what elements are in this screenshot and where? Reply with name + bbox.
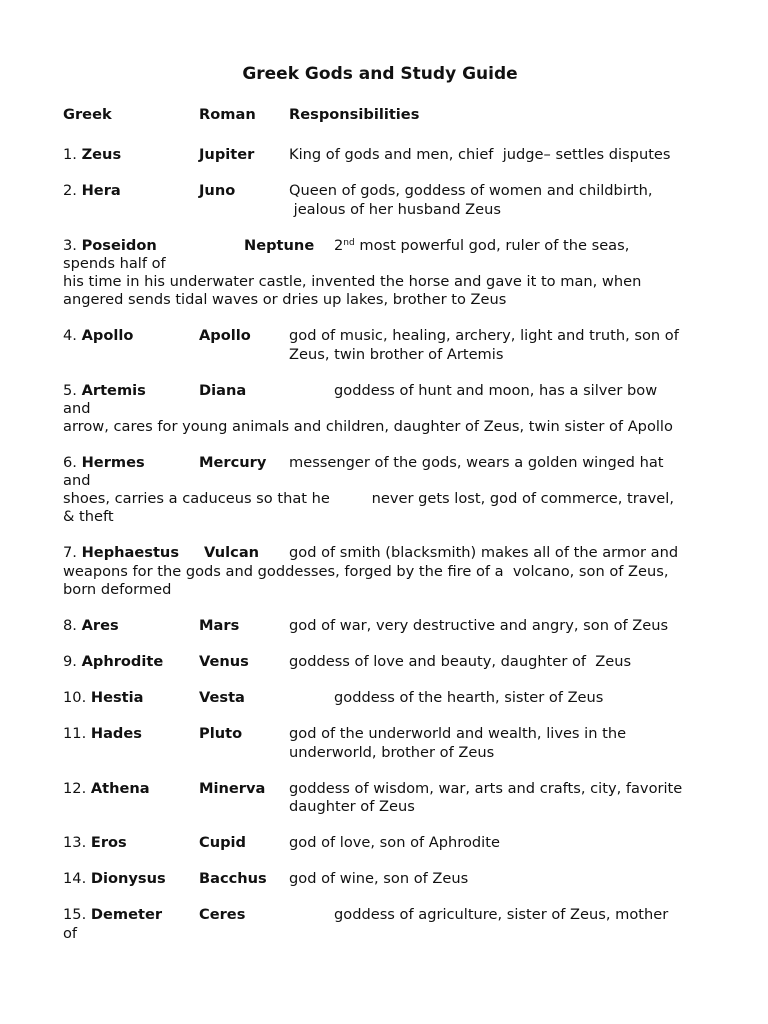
greek-name: Demeter [90, 906, 163, 923]
entry-poseidon-greek [63, 237, 157, 255]
entry-number: 11. [63, 725, 87, 742]
entry-hera-greek [63, 182, 121, 200]
greek-name: Dionysus [90, 870, 166, 887]
roman-name: Vesta [199, 689, 245, 706]
greek-name: Aphrodite [81, 653, 164, 670]
greek-name: Eros [90, 834, 127, 851]
greek-name: Hermes [81, 454, 145, 471]
roman-name: Mercury [199, 454, 267, 471]
responsibility-line: god of love, son of Aphrodite [289, 834, 500, 851]
header-greek: Greek [63, 106, 112, 123]
entry-number: 4. [63, 327, 77, 344]
greek-name: Apollo [81, 327, 134, 344]
roman-name: Jupiter [199, 146, 255, 163]
entry-number: 14. [63, 870, 87, 887]
responsibility-line: goddess of the hearth, sister of Zeus [334, 689, 604, 706]
responsibility-line: & theft [63, 508, 114, 525]
entry-number: 9. [63, 653, 77, 670]
header-roman: Roman [199, 106, 256, 123]
responsibility-line: and [63, 472, 91, 489]
entry-dionysus-greek [63, 870, 166, 888]
roman-name: Venus [199, 653, 249, 670]
responsibility-line: spends half of [63, 255, 166, 272]
entry-number: 6. [63, 454, 77, 471]
responsibility-line: goddess of hunt and moon, has a silver bow [334, 382, 658, 399]
roman-name: Diana [199, 382, 247, 399]
entry-artemis-greek [63, 382, 146, 400]
page-title: Greek Gods and Study Guide [242, 64, 518, 84]
entry-eros-greek [63, 834, 127, 852]
greek-name: Artemis [81, 382, 146, 399]
entry-hades-greek [63, 725, 142, 743]
entry-hestia-greek [63, 689, 143, 707]
responsibility-line: underworld, brother of Zeus [289, 744, 495, 761]
ordinal-suffix: nd [343, 238, 355, 248]
entry-number: 2. [63, 182, 77, 199]
entry-number: 10. [63, 689, 87, 706]
entry-aphrodite-greek [63, 653, 163, 671]
entry-hephaestus-greek [63, 544, 179, 562]
greek-name: Poseidon [81, 237, 157, 254]
responsibility-line: god of the underworld and wealth, lives in the [289, 725, 627, 742]
entry-athena-greek [63, 780, 150, 798]
entry-demeter-greek [63, 906, 162, 924]
responsibility-line: goddess of love and beauty, daughter of Zeus [289, 653, 632, 670]
entry-ares-greek [63, 617, 119, 635]
entry-number: 15. [63, 906, 87, 923]
responsibility-line: and [63, 400, 91, 417]
responsibility-line: messenger of the gods, wears a golden winged hat [289, 454, 664, 471]
entry-number: 13. [63, 834, 87, 851]
roman-name: Minerva [199, 780, 266, 797]
roman-name: Ceres [199, 906, 246, 923]
ordinal-number: 2 [334, 237, 344, 254]
responsibility-line: angered sends tidal waves or dries up lakes, brother to Zeus [63, 291, 507, 308]
responsibility-line: arrow, cares for young animals and children, daughter of Zeus, twin sister of Apollo [63, 418, 673, 435]
greek-name: Hephaestus [81, 544, 180, 561]
responsibility-line: weapons for the gods and goddesses, forged by the fire of a volcano, son of Zeus, [63, 563, 669, 580]
responsibility-line: daughter of Zeus [289, 798, 415, 815]
responsibility-line: god of music, healing, archery, light and truth, son of [289, 327, 679, 344]
roman-name: Cupid [199, 834, 246, 851]
responsibility-line: of [63, 925, 78, 942]
responsibility-line: Queen of gods, goddess of women and childbirth, [289, 182, 653, 199]
entry-number: 7. [63, 544, 77, 561]
entry-number: 5. [63, 382, 77, 399]
responsibility-line: Zeus, twin brother of Artemis [289, 346, 504, 363]
roman-name: Neptune [244, 237, 315, 254]
greek-name: Hera [81, 182, 121, 199]
entry-number: 3. [63, 237, 77, 254]
entry-number: 8. [63, 617, 77, 634]
responsibility-line: goddess of wisdom, war, arts and crafts, city, favorite [289, 780, 683, 797]
entry-number: 1. [63, 146, 77, 163]
greek-name: Hades [90, 725, 142, 742]
greek-name: Ares [81, 617, 119, 634]
roman-name: Pluto [199, 725, 243, 742]
greek-name: Athena [90, 780, 150, 797]
entry-number: 12. [63, 780, 87, 797]
responsibility-line: King of gods and men, chief judge– settles disputes [289, 146, 671, 163]
responsibility-line: his time in his underwater castle, invented the horse and gave it to man, when [63, 273, 642, 290]
responsibility-line: goddess of agriculture, sister of Zeus, mother [334, 906, 669, 923]
entry-apollo-greek [63, 327, 133, 345]
roman-name: Vulcan [204, 544, 260, 561]
roman-name: Bacchus [199, 870, 267, 887]
responsibility-line [334, 237, 629, 255]
responsibility-line: jealous of her husband Zeus [289, 201, 501, 218]
roman-name: Juno [199, 182, 236, 199]
entry-hermes-greek [63, 454, 145, 472]
responsibility-line: god of wine, son of Zeus [289, 870, 469, 887]
responsibility-line: god of war, very destructive and angry, son of Zeus [289, 617, 669, 634]
responsibility-line: shoes, carries a caduceus so that he never gets lost, god of commerce, travel, [63, 490, 674, 507]
header-responsibilities: Responsibilities [289, 106, 420, 123]
greek-name: Zeus [81, 146, 122, 163]
entry-zeus-greek [63, 146, 121, 164]
responsibility-line: god of smith (blacksmith) makes all of the armor and [289, 544, 679, 561]
roman-name: Mars [199, 617, 240, 634]
responsibility-line: born deformed [63, 581, 172, 598]
roman-name: Apollo [199, 327, 251, 344]
greek-name: Hestia [90, 689, 144, 706]
responsibility-text: most powerful god, ruler of the seas, [354, 237, 630, 254]
